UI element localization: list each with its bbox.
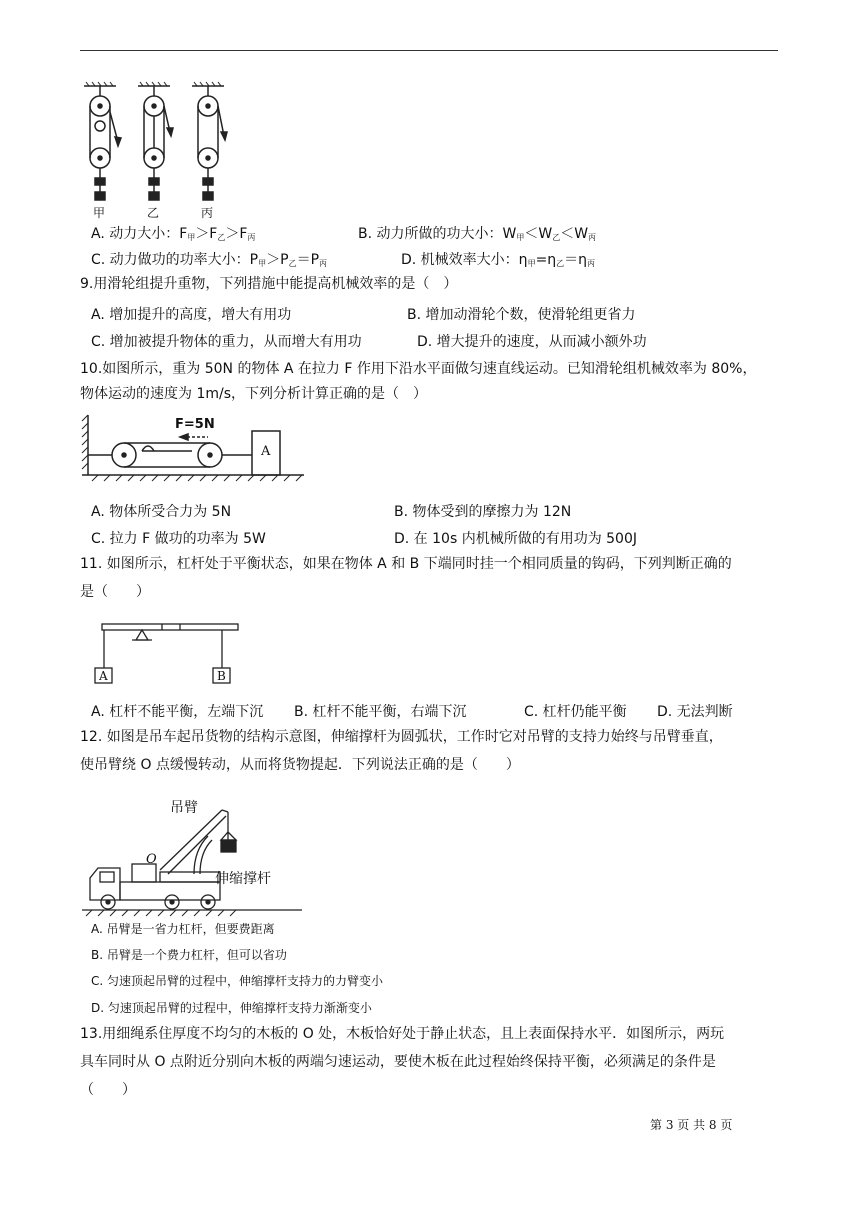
page-footer: 第 3 页 共 8 页 [650,1118,733,1132]
subscript: 乙 [552,233,561,242]
relation: ＝P [296,252,320,268]
q11-stem-line1: 11. 如图所示，杠杆处于平衡状态，如果在物体 A 和 B 下端同时挂一个相同质量的钩码，下列判断正确的 [80,556,732,572]
relation: ＞P [266,252,289,268]
q9-option-a[interactable]: A. 增加提升的高度，增大有用功 [91,307,292,323]
q12-boom-label: 吊臂 [170,800,198,816]
q10-force-label: F=5N [175,417,215,432]
q11-option-b[interactable]: B. 杠杆不能平衡，右端下沉 [294,704,467,720]
subscript: 丙 [247,233,256,242]
q11-option-d[interactable]: D. 无法判断 [657,704,733,720]
relation: ＜W [560,226,589,242]
relation: ＜W [524,226,553,242]
q8-option-b[interactable] [358,223,596,243]
subscript: 甲 [258,259,267,268]
relation: ＞F [195,226,218,242]
q12-stem-line2: 使吊臂绕 O 点缓慢转动，从而将货物提起．下列说法正确的是（ ） [80,757,520,773]
q10-option-a[interactable]: A. 物体所受合力为 5N [91,504,232,520]
q13-stem-line1: 13.用细绳系住厚度不均匀的木板的 O 处，木板恰好处于静止状态，且上表面保持水平．如图所示，两玩 [80,1026,725,1042]
q12-option-b[interactable]: B. 吊臂是一个费力杠杆，但可以省功 [91,948,287,962]
q8-option-d[interactable] [401,249,595,269]
q9-option-b[interactable]: B. 增加动滑轮个数，使滑轮组更省力 [407,307,636,323]
relation: ＞F [225,226,248,242]
subscript: 乙 [556,259,565,268]
q12-option-a[interactable]: A. 吊臂是一省力杠杆，但要费距离 [91,922,275,936]
subscript: 丙 [319,259,328,268]
q13-stem-line2: 具车同时从 O 点附近分别向木板的两端匀速运动，要使木板在此过程始终保持平衡，必须满足的条件是 [80,1054,716,1070]
q11-option-c[interactable]: C. 杠杆仍能平衡 [524,704,627,720]
subscript: 甲 [187,233,196,242]
q11-option-a[interactable]: A. 杠杆不能平衡，左端下沉 [91,704,264,720]
q10-stem-line1: 10.如图所示，重为 50N 的物体 A 在拉力 F 作用下沿水平面做匀速直线运动。已知滑轮组机械效率为 80%， [80,361,757,377]
q12-stem-line1: 12. 如图是吊车起吊货物的结构示意图，伸缩撑杆为圆弧状，工作时它对吊臂的支持力始终与吊臂垂直， [80,729,723,745]
q8-option-d-text: D. 机械效率大小：η [401,252,528,268]
subscript: 丙 [587,259,596,268]
q9-stem: 9.用滑轮组提升重物，下列措施中能提高机械效率的是（ ） [80,276,458,292]
q12-option-d[interactable]: D. 匀速顶起吊臂的过程中，伸缩撑杆支持力渐渐变小 [91,1001,372,1015]
q8-option-c[interactable] [91,249,327,269]
q10-option-d[interactable]: D. 在 10s 内机械所做的有用功为 500J [394,531,637,547]
q13-stem-line3: （ ） [80,1082,136,1098]
q8-option-a[interactable] [91,223,255,243]
subscript: 甲 [527,259,536,268]
q8-option-a-text: A. 动力大小：F [91,226,188,242]
q8-option-c-text: C. 动力做功的功率大小：P [91,252,259,268]
subscript: 乙 [288,259,297,268]
q10-option-b[interactable]: B. 物体受到的摩擦力为 12N [394,504,572,520]
q9-option-c[interactable]: C. 增加被提升物体的重力，从而增大有用功 [91,334,362,350]
q12-strut-label: 伸缩撑杆 [215,871,271,887]
q11-block-a-label: A [99,669,108,683]
relation: =η [535,252,557,268]
figure-label-jia: 甲 [93,206,106,220]
q11-block-b-label: B [217,669,226,683]
relation: ＝η [564,252,588,268]
q12-pivot-label: O [146,852,157,867]
subscript: 丙 [588,233,597,242]
q10-block-label: A [261,444,271,459]
q12-option-c[interactable]: C. 匀速顶起吊臂的过程中，伸缩撑杆支持力的力臂变小 [91,974,384,988]
q10-option-c[interactable]: C. 拉力 F 做功的功率为 5W [91,531,266,547]
q8-option-b-text: B. 动力所做的功大小：W [358,226,517,242]
figure-label-bing: 丙 [201,206,214,220]
q11-stem-line2: 是（ ） [80,584,150,600]
header-rule [80,50,778,51]
q10-stem-line2: 物体运动的速度为 1m/s，下列分析计算正确的是（ ） [80,386,428,402]
figure-label-yi: 乙 [147,206,160,220]
q9-option-d[interactable]: D. 增大提升的速度，从而减小额外功 [417,334,647,350]
subscript: 甲 [516,233,525,242]
subscript: 乙 [217,233,226,242]
pulley-figure [82,82,232,222]
